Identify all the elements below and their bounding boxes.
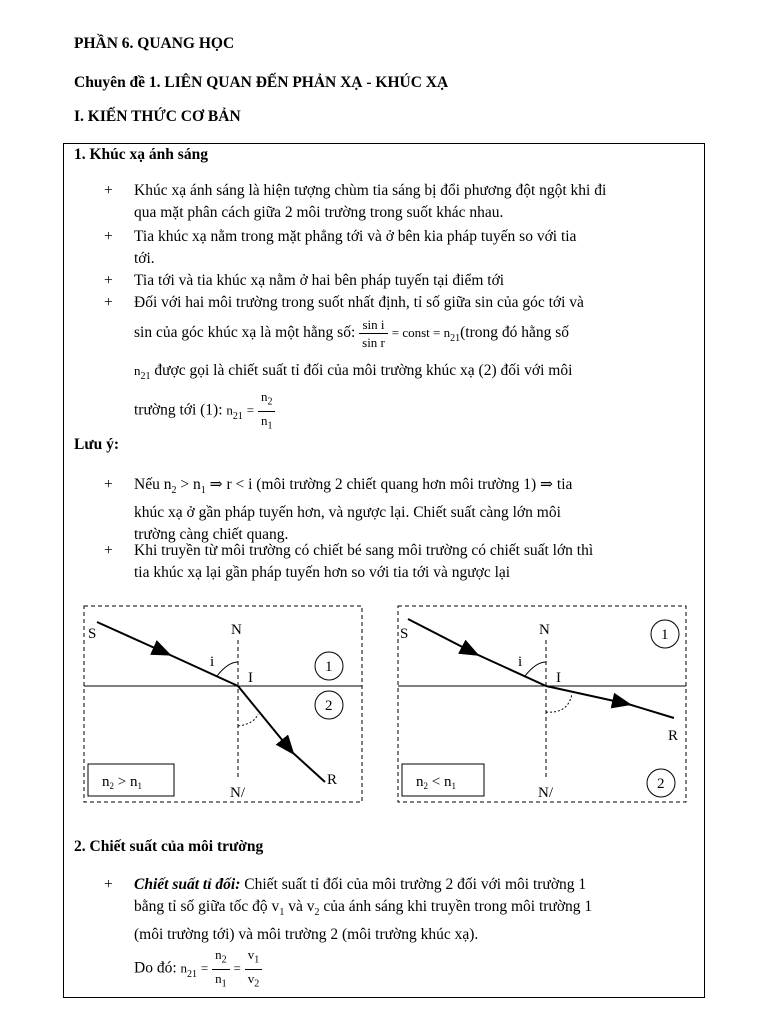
bullet: +	[104, 294, 113, 311]
label-N: N	[231, 622, 242, 638]
label-medium-2: 2	[325, 698, 333, 714]
bullet-text: Tia khúc xạ nằm trong mặt phẳng tới và ở bên kia pháp tuyến so với tia tới.	[134, 228, 577, 267]
label-medium-2: 2	[657, 776, 665, 792]
bullet: +	[104, 272, 113, 289]
label-S: S	[88, 626, 97, 642]
section-1-title: 1. Khúc xạ ánh sáng	[74, 146, 208, 163]
relation-text: $n_2 < n_1$	[416, 774, 456, 791]
bullet-text: Khúc xạ ánh sáng là hiện tượng chùm tia sáng bị đổi phương đột ngột khi đi qua mặt phân cách giữa 2 môi trường trong suốt khác nhau.	[134, 182, 607, 221]
refraction-diagram-n2-greater	[82, 604, 364, 804]
bullet-text: Đối với hai môi trường trong suốt nhất định, tỉ số giữa sin của góc tới và	[134, 294, 584, 311]
bullet: +	[104, 542, 113, 559]
sin-ratio-line: sin của góc khúc xạ là một hằng số: $\frac{\text{sin i}}{\text{sin r}}$ = const = $n_{21}(trong$ đó hằng số	[134, 317, 570, 350]
note-bullet-text: Nếu $n_2 > n_1$ ⇒ r < i (môi trường 2 chiết quang hơn môi trường 1) ⇒ tia khúc xạ ở gần pháp tuyến hơn, và ngược lại. Chiết suất càng lớn môi trường càng chiết quang.	[134, 476, 573, 544]
bullet: +	[104, 876, 113, 893]
refracted-ray	[628, 704, 674, 718]
bullet-text: Tia tới và tia khúc xạ nằm ở hai bên pháp tuyến tại điểm tới	[134, 272, 505, 289]
label-N-prime: N/	[230, 785, 245, 801]
angle-i-arc	[525, 662, 546, 676]
angle-i-arc	[217, 662, 238, 676]
sin-ratio-fraction: $\frac{\text{sin i}}{\text{sin r}}$	[359, 316, 388, 351]
incident-ray	[476, 654, 546, 686]
section-heading: I. KIẾN THỨC CƠ BẢN	[74, 108, 241, 125]
label-R: R	[327, 772, 338, 788]
part-heading: PHẦN 6. QUANG HỌC	[74, 35, 235, 52]
note-title: Lưu ý:	[74, 436, 120, 453]
relation-text: $n_2 > n_1$	[102, 774, 142, 791]
topic-heading: Chuyên đề 1. LIÊN QUAN ĐẾN PHẢN XẠ - KHÚC XẠ	[74, 74, 449, 91]
angle-r-arc	[238, 714, 258, 726]
incident-ray	[168, 654, 238, 686]
relative-index-formula: trường tới (1): $n_{21}$ = $\frac{n_2}{n_1}$	[134, 388, 698, 434]
angle-r-arc	[546, 694, 572, 712]
section-2-title: 2. Chiết suất của môi trường	[74, 838, 264, 855]
bullet: +	[104, 476, 113, 493]
note-bullet-text: Khi truyền từ môi trường có chiết bé sang môi trường có chiết suất lớn thì tia khúc xạ lại gần pháp tuyến hơn so với tia tới và ngược lại	[134, 542, 594, 581]
velocity-ratio-formula: Do đó: $n_{21}$ = $\frac{n_2}{n_1}$ = $\frac{v_1}{v_2}$	[134, 946, 698, 992]
incident-ray-arrow	[408, 619, 476, 654]
refracted-ray-arrow	[238, 686, 292, 752]
label-medium-1: 1	[661, 627, 669, 643]
relative-index-text: Chiết suất tỉ đối: Chiết suất tỉ đối của môi trường 2 đối với môi trường 1 bằng tỉ số giữa tốc độ $v_1$ và $v_2$ của ánh sáng khi truyền trong môi trường 1 (môi trường tới) và môi trường 2 (môi trường khúc xạ).	[134, 876, 593, 944]
incident-ray-arrow	[97, 622, 168, 654]
label-medium-1: 1	[325, 659, 333, 675]
label-S: S	[400, 626, 409, 642]
label-N: N	[539, 622, 550, 638]
content-box	[63, 143, 705, 998]
n2-over-n1-fraction: $\frac{n_2}{n_1}$	[258, 388, 276, 434]
v1-over-v2-fraction: $\frac{v_1}{v_2}$	[245, 946, 263, 992]
label-i: i	[518, 654, 523, 670]
refracted-ray-arrow	[546, 686, 628, 704]
bullet: +	[104, 228, 113, 245]
label-i: i	[210, 654, 215, 670]
refracted-ray	[292, 752, 325, 782]
bullet: +	[104, 182, 113, 199]
label-I: I	[248, 670, 253, 686]
bullet-text: $n_{21}$ được gọi là chiết suất tỉ đối của môi trường khúc xạ (2) đối với môi	[134, 362, 573, 383]
label-R: R	[668, 728, 679, 744]
label-I: I	[556, 670, 561, 686]
refraction-diagram-n2-less	[396, 604, 688, 804]
n2-over-n1-fraction: $\frac{n_2}{n_1}$	[212, 946, 230, 992]
label-N-prime: N/	[538, 785, 553, 801]
